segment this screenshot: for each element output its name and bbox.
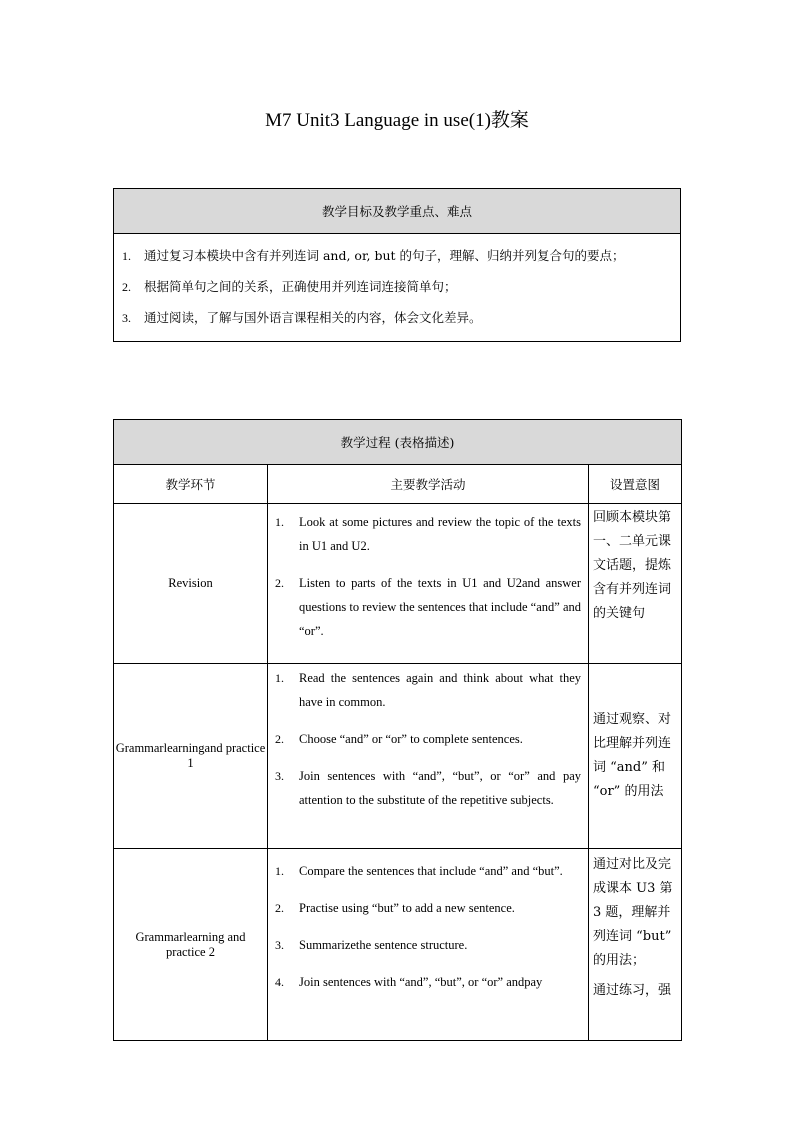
stage-cell: Grammarlearning and practice 2 bbox=[114, 849, 268, 1041]
goal-number: 2. bbox=[122, 280, 131, 294]
table-row bbox=[114, 664, 682, 849]
goal-text: 通过阅读，了解与国外语言课程相关的内容，体会文化差异。 bbox=[144, 310, 482, 325]
activity-item bbox=[269, 764, 587, 812]
activity-item bbox=[269, 510, 587, 558]
activity-item bbox=[269, 666, 587, 714]
goals-table bbox=[113, 188, 681, 342]
table-row bbox=[114, 504, 682, 664]
goal-text: 根据简单句之间的关系，正确使用并列连词连接简单句； bbox=[144, 279, 457, 294]
activity-text: Compare the sentences that include “and” and “but”. bbox=[299, 864, 563, 878]
goal-number: 3. bbox=[122, 311, 131, 325]
activity-text: Read the sentences again and think about what they have in common. bbox=[299, 671, 581, 709]
goals-list bbox=[114, 234, 681, 342]
intent-cell: 通过观察、对比理解并列连词 “and” 和 “or” 的用法 bbox=[589, 664, 682, 849]
intent-cell bbox=[589, 849, 682, 1041]
activity-text: Join sentences with “and”, “but”, or “or” andpay bbox=[299, 975, 543, 989]
goal-item bbox=[114, 240, 680, 271]
activity-item bbox=[269, 571, 587, 643]
activity-text: Join sentences with “and”, “but”, or “or” and pay attention to the substitute of the repetitive subjects. bbox=[299, 769, 581, 807]
activity-item bbox=[269, 933, 587, 957]
activities-cell bbox=[268, 664, 589, 849]
activity-text: Look at some pictures and review the topic of the texts in U1 and U2. bbox=[299, 515, 581, 553]
activities-cell bbox=[268, 849, 589, 1041]
activity-item bbox=[269, 859, 587, 883]
intent-cell: 回顾本模块第一、二单元课文话题，提炼含有并列连词的关键句 bbox=[589, 504, 682, 664]
activity-number: 1. bbox=[275, 864, 284, 878]
activity-number: 2. bbox=[275, 732, 284, 746]
activity-number: 2. bbox=[275, 901, 284, 915]
activity-item bbox=[269, 727, 587, 751]
activity-text: Listen to parts of the texts in U1 and U2and answer questions to review the sentences that include “and” and “or”. bbox=[299, 576, 581, 638]
goal-text: 通过复习本模块中含有并列连词 and, or, but 的句子，理解、归纳并列复合句的要点； bbox=[144, 248, 625, 263]
goal-item bbox=[114, 271, 680, 302]
activity-number: 1. bbox=[275, 671, 284, 685]
activities-cell bbox=[268, 504, 589, 664]
process-table bbox=[113, 419, 682, 1041]
stage-cell: Revision bbox=[114, 504, 268, 664]
column-header-intent: 设置意图 bbox=[589, 465, 682, 504]
column-header-activities: 主要教学活动 bbox=[268, 465, 589, 504]
activity-number: 2. bbox=[275, 576, 284, 590]
activity-text: Practise using “but” to add a new sentence. bbox=[299, 901, 515, 915]
intent-text: 通过对比及完成课本 U3 第 3 题，理解并列连词 “but” 的用法； bbox=[593, 857, 673, 968]
page-title: M7 Unit3 Language in use(1)教案 bbox=[265, 110, 529, 131]
activity-text: Choose “and” or “or” to complete sentences. bbox=[299, 732, 523, 746]
activity-item bbox=[269, 896, 587, 920]
table-row bbox=[114, 849, 682, 1041]
activity-number: 3. bbox=[275, 938, 284, 952]
column-header-stage: 教学环节 bbox=[114, 465, 268, 504]
goals-header: 教学目标及教学重点、难点 bbox=[114, 189, 681, 234]
activity-number: 4. bbox=[275, 975, 284, 989]
intent-text-continued: 通过练习，强 bbox=[593, 983, 672, 998]
goal-number: 1. bbox=[122, 249, 131, 263]
activity-number: 3. bbox=[275, 769, 284, 783]
stage-cell: Grammarlearningand practice 1 bbox=[114, 664, 268, 849]
activity-item bbox=[269, 970, 587, 994]
activity-number: 1. bbox=[275, 515, 284, 529]
process-header: 教学过程 (表格描述) bbox=[114, 420, 682, 465]
activity-text: Summarizethe sentence structure. bbox=[299, 938, 468, 952]
goal-item bbox=[114, 302, 680, 333]
